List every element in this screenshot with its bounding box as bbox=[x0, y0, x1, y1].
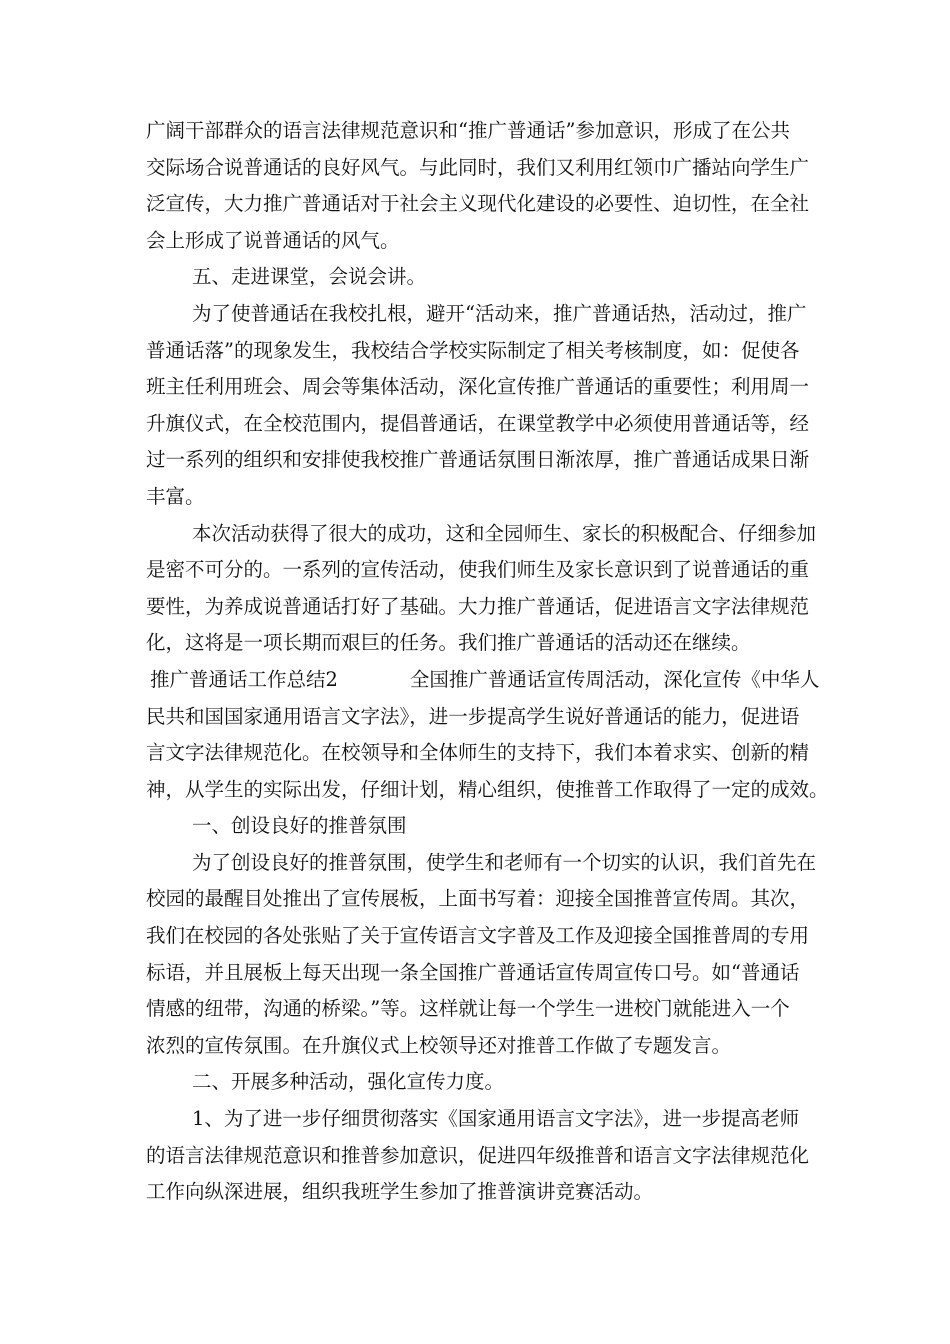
text-line: 丰富。 bbox=[146, 484, 205, 508]
text-line: 广阔干部群众的语言法律规范意识和“推广普通话”参加意识，形成了在公共 bbox=[146, 119, 790, 142]
document-page bbox=[146, 113, 829, 1211]
text-line: 的语言法律规范意识和推普参加意识，促进四年级推普和语言文字法律规范化 bbox=[146, 1143, 810, 1167]
text-line: 浓烈的宣传氛围。在升旗仪式上校领导还对推普工作做了专题发言。 bbox=[146, 1033, 732, 1057]
text-line: 化，这将是一项长期而艰巨的任务。我们推广普通话的活动还在继续。 bbox=[146, 631, 751, 655]
text-line: 神，从学生的实际出发，仔细计划，精心组织，使推普工作取得了一定的成效。 bbox=[146, 777, 829, 801]
section-2-first-text: 全国推广普通话宣传周活动，深化宣传《中华人 bbox=[409, 667, 820, 691]
text-line: 情感的纽带，沟通的桥梁。”等。这样就让每一个学生一进校门就能进入一个 bbox=[146, 997, 790, 1021]
text-line: 1、为了进一步仔细贯彻落实《国家通用语言文字法》，进一步提高老师 bbox=[192, 1107, 800, 1131]
text-line: 二、开展多种活动，强化宣传力度。 bbox=[192, 1070, 505, 1094]
document-body-part1 bbox=[146, 113, 817, 662]
text-line: 要性，为养成说普通话打好了基础。大力推广普通话，促进语言文字法律规范 bbox=[146, 594, 810, 618]
text-line: 我们在校园的各处张贴了关于宣传语言文字普及工作及迎接全国推普周的专用 bbox=[146, 924, 810, 948]
text-line: 是密不可分的。一系列的宣传活动，使我们师生及家长意识到了说普通话的重 bbox=[146, 558, 810, 582]
text-line: 过一系列的组织和安排使我校推广普通话氛围日渐浓厚，推广普通话成果日渐 bbox=[146, 448, 810, 472]
text-line: 班主任利用班会、周会等集体活动，深化宣传推广普通话的重要性；利用周一 bbox=[146, 375, 810, 399]
text-line: 校园的最醒目处推出了宣传展板，上面书写着：迎接全国推普宣传周。其次， bbox=[146, 887, 810, 911]
section-2-title: 推广普通话工作总结2 bbox=[150, 667, 338, 691]
text-line: 五、走进课堂，会说会讲。 bbox=[192, 265, 427, 289]
text-line: 为了创设良好的推普氛围，使学生和老师有一个切实的认识，我们首先在 bbox=[192, 850, 817, 874]
section-2-heading-line bbox=[146, 662, 820, 699]
text-line: 交际场合说普通话的良好风气。与此同时，我们又利用红领巾广播站向学生广 bbox=[146, 155, 810, 179]
text-line: 为了使普通话在我校扎根，避开“活动来，推广普通话热，活动过，推广 bbox=[192, 301, 807, 325]
document-body-part2 bbox=[146, 699, 829, 1211]
text-line: 标语，并且展板上每天出现一条全国推广普通话宣传周宣传口号。如“普通话 bbox=[146, 960, 800, 984]
text-line: 一、创设良好的推普氛围 bbox=[192, 814, 407, 838]
text-line: 言文字法律规范化。在校领导和全体师生的支持下，我们本着求实、创新的精 bbox=[146, 741, 810, 765]
text-line: 本次活动获得了很大的成功，这和全园师生、家长的积极配合、仔细参加 bbox=[192, 521, 817, 545]
text-line: 会上形成了说普通话的风气。 bbox=[146, 228, 400, 252]
text-line: 工作向纵深进展，组织我班学生参加了推普演讲竞赛活动。 bbox=[146, 1180, 654, 1204]
text-line: 普通话落”的现象发生，我校结合学校实际制定了相关考核制度，如：促使各 bbox=[146, 338, 800, 362]
text-line: 民共和国国家通用语言文字法》，进一步提高学生说好普通话的能力，促进语 bbox=[146, 704, 800, 728]
text-line: 升旗仪式，在全校范围内，提倡普通话，在课堂教学中必须使用普通话等，经 bbox=[146, 411, 810, 435]
text-line: 泛宣传，大力推广普通话对于社会主义现代化建设的必要性、迫切性，在全社 bbox=[146, 192, 810, 216]
